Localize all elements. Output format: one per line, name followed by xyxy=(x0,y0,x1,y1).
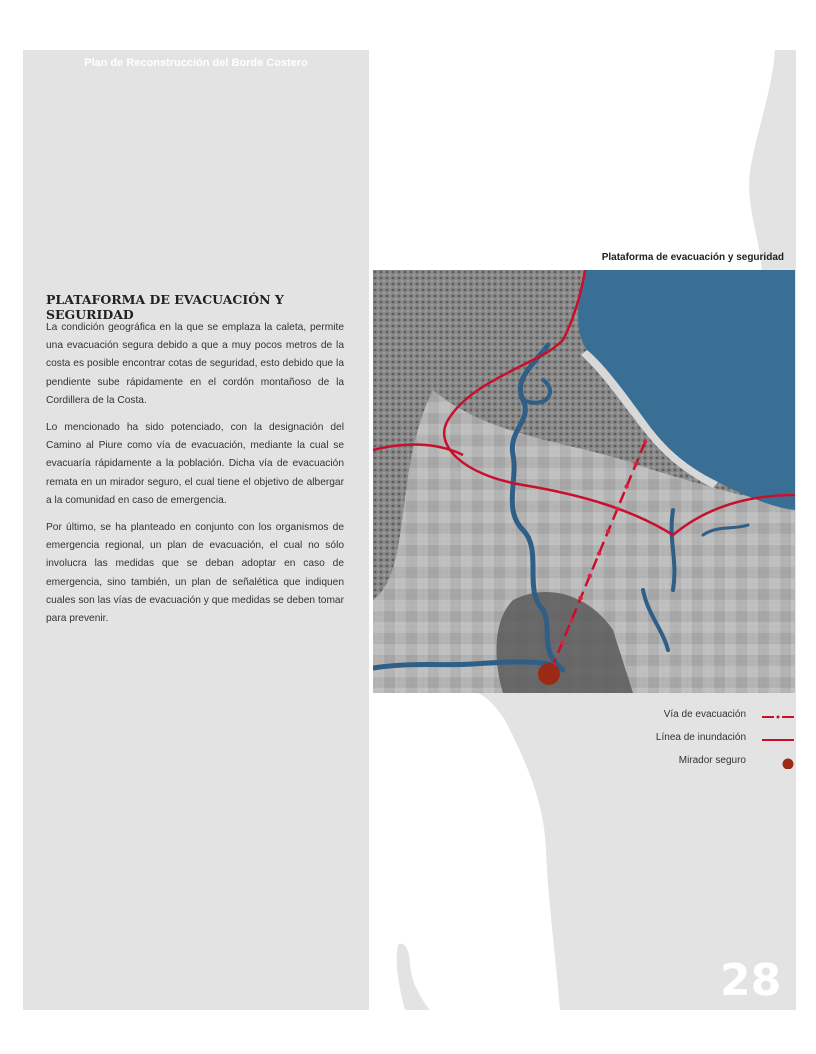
body-paragraph-2: Lo mencionado ha sido potenciado, con la designación del Camino al Piure como vía de evacuación, mediante la cual se evacuaría rápidamente a la población. Dicha vía de evacuación remata en un mirador seguro, el cual tiene el objetivo de albergar a la comunidad en caso de emergencia. xyxy=(46,422,344,506)
body-paragraph-3: Por último, se ha planteado en conjunto con los organismos de emergencia regional, un plan de evacuación, el cual no sólo involucra las medidas que se deban adoptar en caso de emergencia, sino también, un plan de señalética que indiquen cuales son las vías de evacuación y que medidas se deben tomar para prevenir. xyxy=(46,522,344,625)
page-number: 28 xyxy=(720,955,782,1006)
evacuation-route-dot xyxy=(597,551,601,555)
evacuation-route-dot xyxy=(643,440,647,444)
evacuation-route-dot xyxy=(615,507,619,511)
map-caption: Plataforma de evacuación y seguridad xyxy=(601,252,784,263)
mirador-seguro-marker xyxy=(538,663,560,685)
solid-line-icon xyxy=(762,734,794,746)
evacuation-route-dot xyxy=(569,618,573,622)
evacuation-route-dot xyxy=(588,574,592,578)
legend-label-mirador: Mirador seguro xyxy=(678,755,746,766)
legend-label-flood: Línea de inundación xyxy=(655,732,746,743)
map-legend xyxy=(590,705,800,774)
document-code: PRBC18 xyxy=(692,58,760,77)
evacuation-route-dot xyxy=(634,462,638,466)
evacuation-route-dot xyxy=(578,596,582,600)
dash-dot-line-icon xyxy=(762,711,794,723)
legend-row-mirador xyxy=(590,751,800,774)
evacuation-route-dot xyxy=(606,529,610,533)
legend-row-flood xyxy=(590,728,800,751)
evacuation-map xyxy=(373,270,795,693)
evacuation-route-dot xyxy=(560,641,564,645)
evacuation-route-dot xyxy=(624,484,628,488)
section-title: PLATAFORMA DE EVACUACIÓN Y SEGURIDAD xyxy=(46,292,284,322)
legend-label-evacuation: Vía de evacuación xyxy=(663,709,746,720)
legend-row-evacuation xyxy=(590,705,800,728)
circle-icon xyxy=(762,757,794,769)
body-paragraph-1: La condición geográfica en la que se emplaza la caleta, permite una evacuación segura debido a que a muy pocos metros de la costa es posible encontrar cotas de seguridad, esto debido que la pendiente sube rápidamente en el cordón montañoso de la Cordillera de la Costa. xyxy=(46,322,344,406)
document-title: Plan de Reconstrucción del Borde Costero xyxy=(84,57,308,69)
